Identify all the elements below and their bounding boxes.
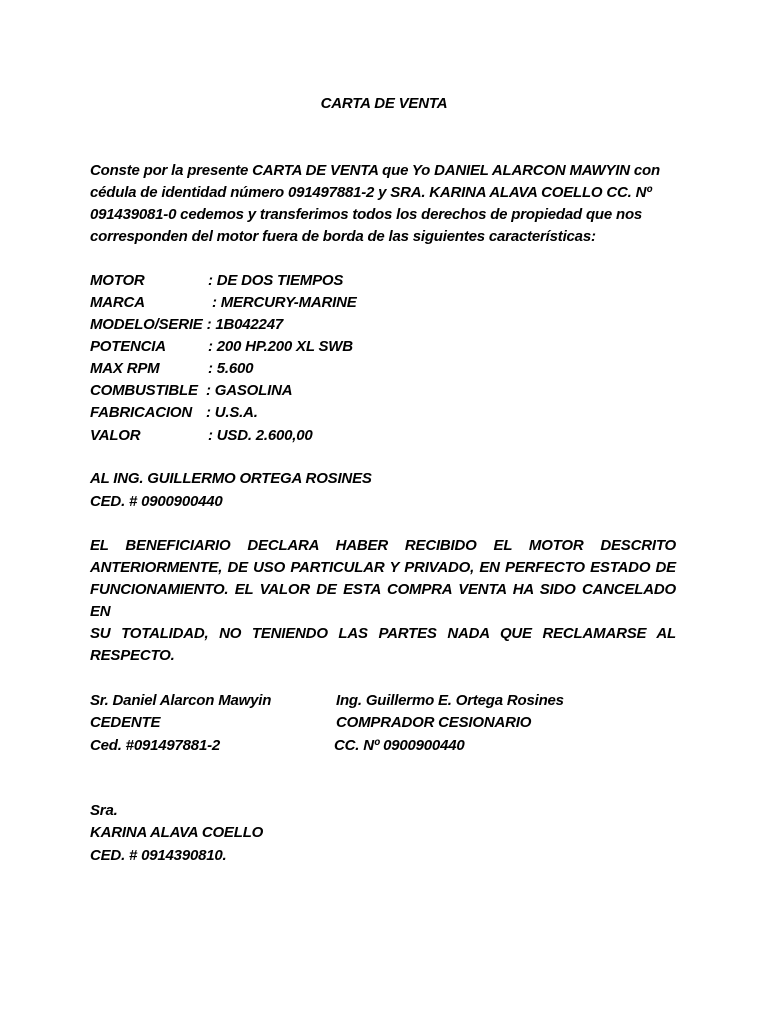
spec-label: FABRICACION (90, 404, 192, 421)
intro-line: Conste por la presente CARTA DE VENTA que Yo DANIEL ALARCON MAWYIN con (90, 162, 660, 179)
spec-row-fabricacion (90, 402, 258, 424)
intro-line: corresponden del motor fuera de borda de las siguientes características: (90, 228, 596, 245)
spec-value: : DE DOS TIEMPOS (208, 272, 344, 289)
spec-label: MOTOR (90, 272, 145, 289)
spec-label: COMBUSTIBLE (90, 382, 198, 399)
declaration-line: EL BENEFICIARIO DECLARA HABER RECIBIDO EL MOTOR DESCRITO (90, 537, 676, 554)
spec-value: : MERCURY-MARINE (208, 294, 357, 311)
spec-row-potencia (90, 336, 353, 358)
buyer-name: Ing. Guillermo E. Ortega Rosines (336, 692, 564, 709)
spec-label: VALOR (90, 427, 141, 444)
spec-value: : 200 HP.200 XL SWB (208, 338, 353, 355)
declaration-line: RESPECTO. (90, 647, 175, 664)
spec-value: : 1B042247 (206, 316, 283, 333)
spec-row-valor (90, 425, 313, 447)
declaration-paragraph (90, 535, 676, 667)
declaration-line: ANTERIORMENTE, DE USO PARTICULAR Y PRIVADO, EN PERFECTO ESTADO DE (90, 559, 676, 576)
seller-role: CEDENTE (90, 714, 161, 731)
intro-line: cédula de identidad número 091497881-2 y SRA. KARINA ALAVA COELLO CC. Nº (90, 184, 652, 201)
buyer-role: COMPRADOR CESIONARIO (336, 714, 532, 731)
recipient-name: AL ING. GUILLERMO ORTEGA ROSINES (90, 470, 372, 487)
declaration-line: FUNCIONAMIENTO. EL VALOR DE ESTA COMPRA VENTA HA SIDO CANCELADO EN (90, 581, 676, 620)
spec-value: : U.S.A. (206, 404, 258, 421)
spec-row-max-rpm (90, 358, 253, 380)
spec-row-motor (90, 270, 343, 292)
recipient-ced: CED. # 0900900440 (90, 493, 223, 510)
spec-label: MARCA (90, 294, 145, 311)
intro-line: 091439081-0 cedemos y transferimos todos los derechos de propiedad que nos (90, 206, 643, 223)
co-seller-id: CED. # 0914390810. (90, 847, 227, 864)
spec-row-combustible (90, 380, 292, 402)
buyer-id: CC. Nº 0900900440 (334, 737, 465, 754)
intro-paragraph (90, 160, 660, 248)
co-seller-name: KARINA ALAVA COELLO (90, 824, 264, 841)
spec-value: : USD. 2.600,00 (208, 427, 313, 444)
document-title: CARTA DE VENTA (320, 95, 448, 112)
spec-label: POTENCIA (90, 338, 166, 355)
co-seller-title: Sra. (90, 802, 118, 819)
spec-row-marca (90, 292, 357, 314)
seller-id: Ced. #091497881-2 (90, 737, 221, 754)
spec-label: MODELO/SERIE (90, 316, 203, 333)
spec-value: : GASOLINA (206, 382, 293, 399)
seller-name: Sr. Daniel Alarcon Mawyin (90, 692, 272, 709)
spec-label: MAX RPM (90, 360, 160, 377)
spec-row-modelo (90, 314, 283, 336)
spec-value: : 5.600 (208, 360, 254, 377)
declaration-line: SU TOTALIDAD, NO TENIENDO LAS PARTES NADA QUE RECLAMARSE AL (90, 625, 676, 642)
